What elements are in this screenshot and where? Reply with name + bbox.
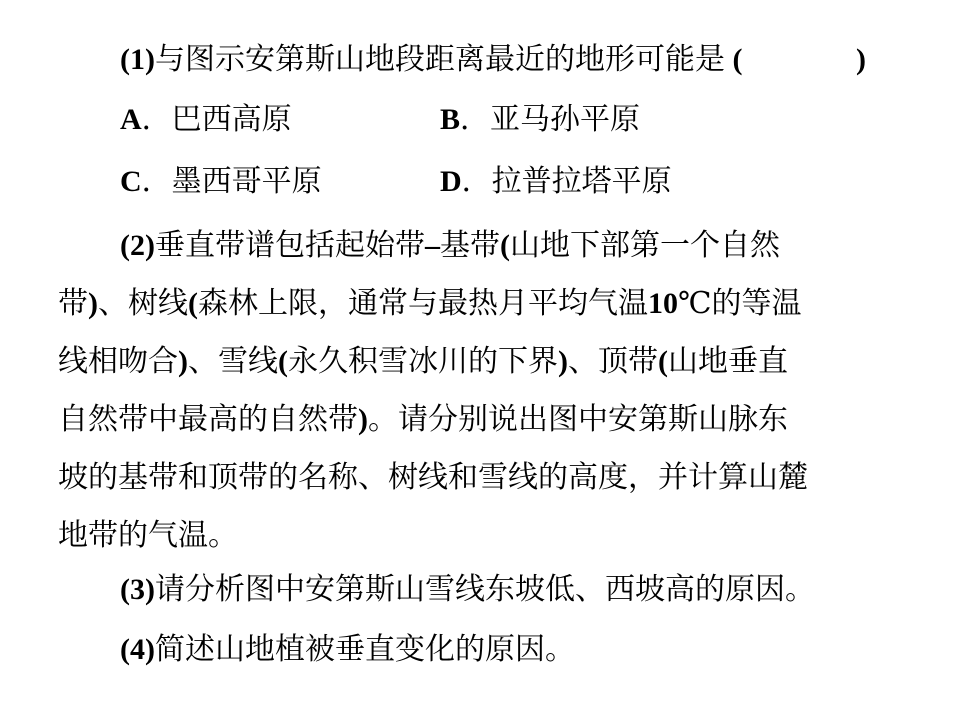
- question-2-line-1: [120, 228, 780, 264]
- q2-text-3d: 、顶带: [568, 344, 658, 379]
- question-2-line-6: 地带的气温。: [58, 518, 238, 553]
- option-a-text: 巴西高原: [171, 102, 292, 137]
- q2-number-10: 10: [648, 287, 678, 320]
- q2-text-2b: 、树线: [98, 286, 188, 321]
- question-1-number: (1): [120, 43, 155, 76]
- question-2-line-5: 坡的基带和顶带的名称、树线和雪线的高度，并计算山麓: [58, 460, 808, 495]
- question-4: [120, 632, 575, 668]
- option-b-sep: ．: [460, 102, 491, 137]
- q2-text-3b: 、雪线: [188, 344, 278, 379]
- q2-text-2a: 带: [58, 286, 88, 321]
- q2-text-3c: 永久积雪冰川的下界: [288, 344, 558, 379]
- question-2-number: (2): [120, 229, 155, 262]
- q2-paren: ): [178, 345, 188, 378]
- question-1-open-paren: (: [724, 43, 743, 76]
- question-3: [120, 572, 815, 608]
- option-a-letter: A: [120, 103, 142, 136]
- q2-text-3a: 线相吻合: [58, 344, 178, 379]
- option-c-text: 墨西哥平原: [171, 164, 322, 199]
- q2-paren: (: [278, 345, 288, 378]
- q2-text-2c: 森林上限，通常与最热月平均气温: [198, 286, 648, 321]
- q2-text-2d: ℃的等温: [678, 286, 802, 321]
- option-b-letter: B: [440, 103, 461, 136]
- option-b-text: 亚马孙平原: [490, 102, 641, 137]
- question-1-text: 与图示安第斯山地段距离最近的地形可能是: [154, 42, 725, 77]
- option-d-letter: D: [440, 165, 462, 198]
- q2-text-1a: 垂直带谱包括起始带: [154, 228, 425, 263]
- q2-text-1c: 山地下部第一个自然: [509, 228, 780, 263]
- option-c-letter: C: [120, 165, 142, 198]
- question-3-number: (3): [120, 573, 155, 606]
- q2-dash: –: [424, 229, 440, 262]
- question-4-text: 简述山地植被垂直变化的原因。: [154, 632, 575, 667]
- option-d: [440, 164, 672, 200]
- q2-paren: ): [358, 403, 368, 436]
- q2-text-4a: 自然带中最高的自然带: [58, 402, 358, 437]
- q2-paren: ): [88, 287, 98, 320]
- question-2-line-4: [58, 402, 878, 438]
- option-d-sep: ．: [461, 164, 492, 199]
- option-a: [120, 102, 292, 138]
- question-1-close-paren: ): [856, 43, 866, 76]
- q2-text-1b: 基带: [439, 228, 500, 263]
- option-a-sep: ．: [141, 102, 172, 137]
- question-2-line-3: [58, 344, 878, 380]
- question-2-line-2: [58, 286, 878, 322]
- question-1: [120, 42, 880, 78]
- q2-paren: (: [658, 345, 668, 378]
- option-c-sep: ．: [141, 164, 172, 199]
- option-b: [440, 102, 640, 138]
- q2-paren: (: [188, 287, 198, 320]
- question-3-text: 请分析图中安第斯山雪线东坡低、西坡高的原因。: [154, 572, 815, 607]
- option-d-text: 拉普拉塔平原: [491, 164, 672, 199]
- q2-text-4b: 。请分别说出图中安第斯山脉东: [368, 402, 788, 437]
- q2-paren: ): [558, 345, 568, 378]
- q2-paren: (: [499, 229, 510, 262]
- question-4-number: (4): [120, 633, 155, 666]
- option-c: [120, 164, 322, 200]
- q2-text-3e: 山地垂直: [668, 344, 788, 379]
